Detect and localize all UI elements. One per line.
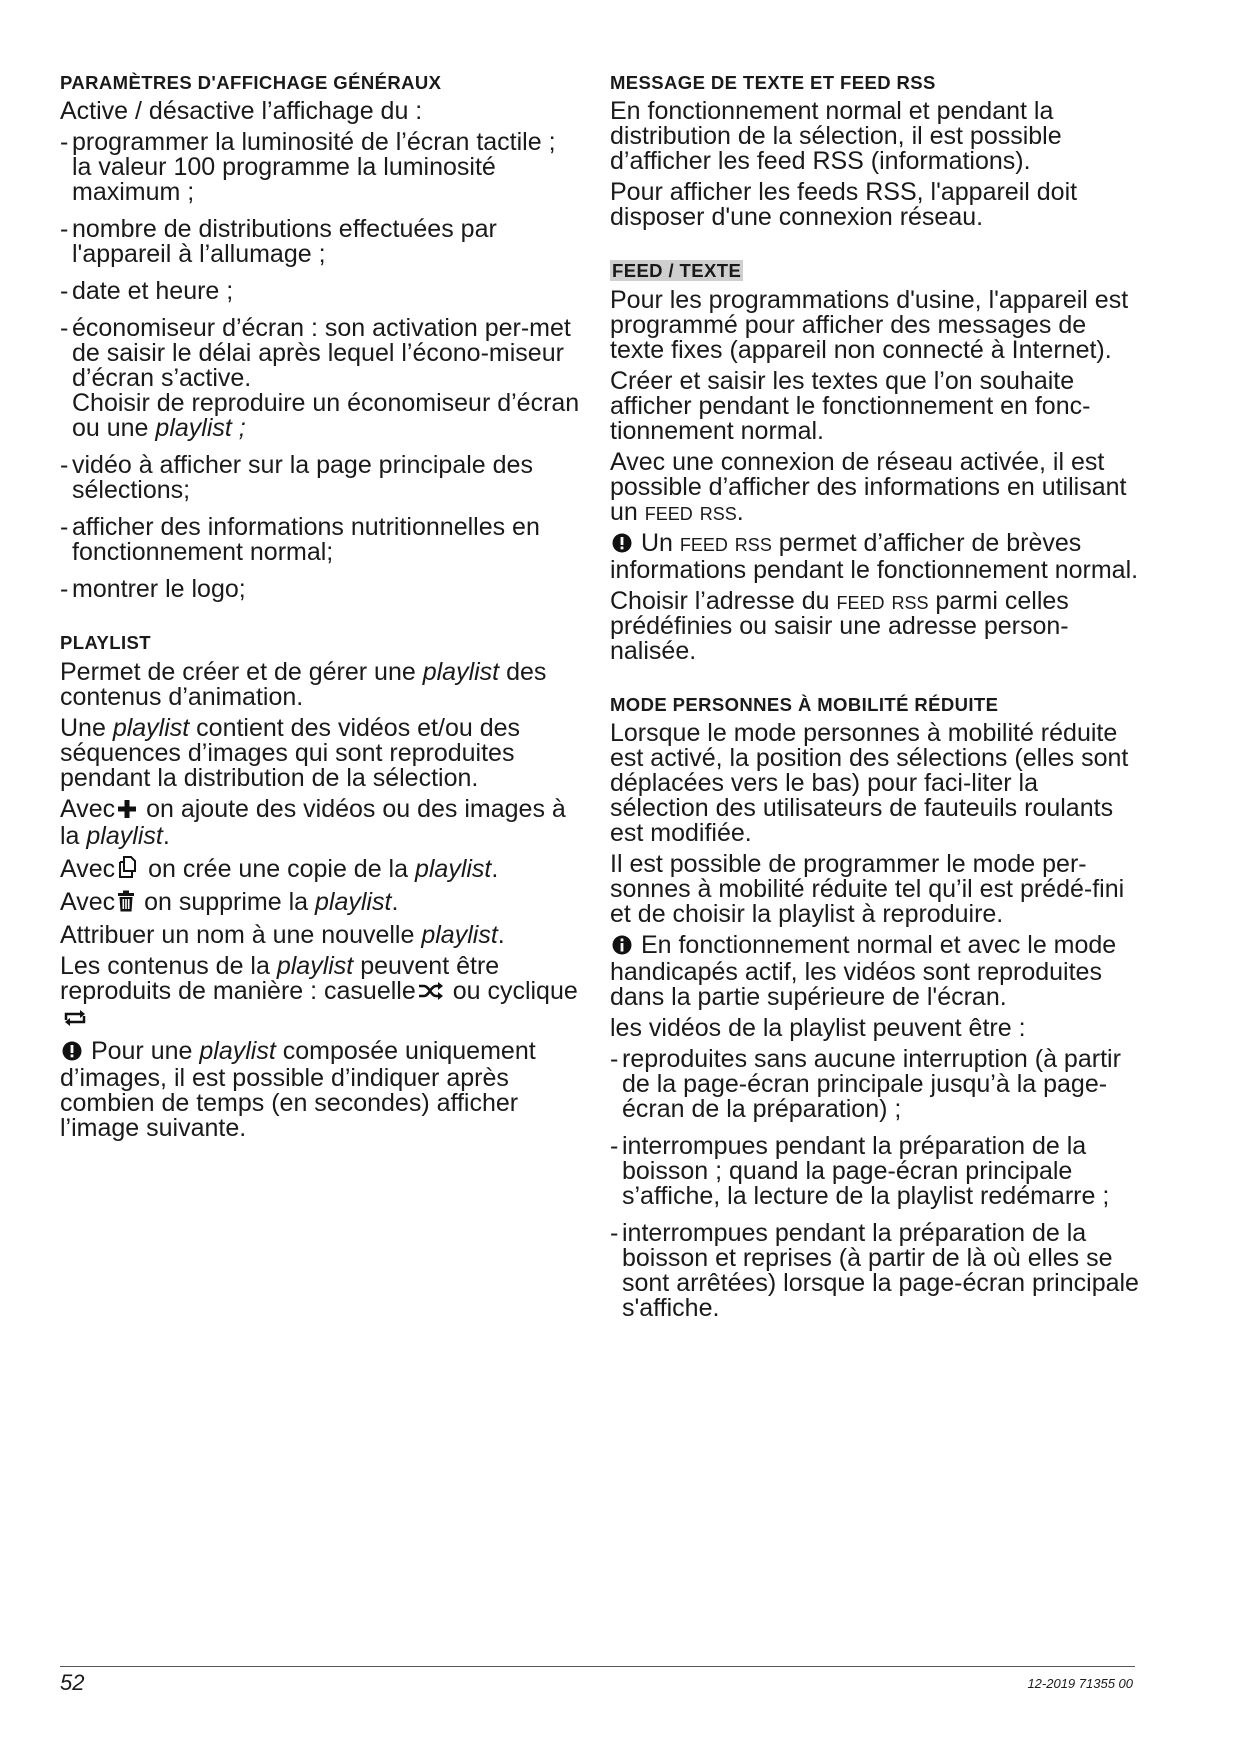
playlist-term: playlist ;	[155, 414, 246, 443]
list-item: - vidéo à afficher sur la page principale des sélections;	[60, 453, 580, 503]
page-number: 52	[60, 1670, 85, 1695]
mobility-options-list	[610, 1044, 1140, 1322]
section-heading-display: PARAMÈTRES D'AFFICHAGE GÉNÉRAUX	[60, 72, 442, 93]
list-item: - montrer le logo;	[60, 577, 580, 602]
feed-p1: Pour les programmations d'usine, l'appareil est programmé pour afficher des messages de texte fixes (appareil non connecté à Internet).	[610, 285, 1129, 364]
warning-icon	[612, 533, 632, 558]
list-item: - date et heure ;	[60, 279, 580, 304]
playlist-copy: Avec on crée une copie de la playlist.	[60, 854, 499, 883]
list-item: - interrompues pendant la préparation de la boisson ; quand la page-écran principale s’affiche, la lecture de la playlist redémarre ;	[610, 1134, 1140, 1209]
mobility-p1: Lorsque le mode personnes à mobilité réduite est activé, la position des sélections (elles sont déplacées vers le bas) pour faci-liter la sélection des utilisateurs de fauteuils roulants est modifiée.	[610, 718, 1129, 847]
repeat-icon	[62, 1008, 88, 1033]
copy-icon	[117, 855, 139, 884]
list-item: - reproduites sans aucune interruption (à partir de la page-écran principale jusqu’à la page-écran de la préparation) ;	[610, 1047, 1140, 1122]
mobility-p4: les vidéos de la playlist peuvent être :	[610, 1013, 1026, 1042]
info-icon	[612, 935, 632, 960]
playlist-p2: Une playlist contient des vidéos et/ou des séquences d’images qui sont reproduites pendant la distribution de la sélection.	[60, 713, 521, 792]
list-item	[60, 316, 580, 441]
section-heading-feed	[610, 260, 1140, 281]
highlighted-heading: FEED / TEXTE	[612, 260, 742, 282]
playlist-reproduction: Les contenus de la playlist peuvent être reproduits de manière : casuelle ou cyclique	[60, 954, 580, 1033]
footer-rule	[60, 1666, 1135, 1667]
feed-p4: Un feed rss permet d’afficher de brèves informations pendant le fonctionnement normal.	[610, 528, 1139, 584]
rss-p1: En fonctionnement normal et pendant la distribution de la sélection, il est possible d’afficher les feed RSS (informations).	[610, 97, 1062, 176]
mobility-p3: En fonctionnement normal et avec le mode handicapés actif, les vidéos sont reproduites dans la partie supérieure de l'écran.	[610, 930, 1117, 1011]
feed-p3: Avec une connexion de réseau activée, il est possible d’afficher des informations en utilisant un feed rss.	[610, 447, 1127, 526]
document-code: 12-2019 71355 00	[1027, 1676, 1133, 1691]
list-item: - interrompues pendant la préparation de la boisson et reprises (à partir de là où elles se sont arrêtées) lorsque la page-écran principale s'affiche.	[610, 1221, 1140, 1321]
playlist-p1: Permet de créer et de gérer une playlist des contenus d’animation.	[60, 657, 547, 711]
section-heading-playlist: PLAYLIST	[60, 632, 151, 654]
mobility-p2: Il est possible de programmer le mode per-sonnes à mobilité réduite tel qu’il est prédé-fini et de choisir la playlist à reproduire.	[610, 849, 1125, 928]
list-item: - programmer la luminosité de l’écran tactile ; la valeur 100 programme la luminosité maximum ;	[60, 130, 580, 205]
display-options-list	[60, 130, 580, 602]
list-item: - nombre de distributions effectuées par l'appareil à l’allumage ;	[60, 217, 580, 267]
display-intro: Active / désactive l’affichage du :	[60, 97, 423, 126]
feed-p2: Créer et saisir les textes que l’on souhaite afficher pendant le fonctionnement en fonc-tionnement normal.	[610, 366, 1091, 445]
section-heading-mobility: MODE PERSONNES À MOBILITÉ RÉDUITE	[610, 693, 999, 715]
left-column	[60, 72, 580, 1147]
trash-icon	[117, 890, 135, 917]
plus-icon	[117, 799, 137, 824]
section-heading-rss: MESSAGE DE TEXTE ET FEED RSS	[610, 72, 936, 93]
playlist-name: Attribuer un nom à une nouvelle playlist.	[60, 920, 505, 949]
screensaver-text: économiseur d’écran : son activation per-met de saisir le délai après lequel l’écono-miseur d’écran s’active.	[72, 314, 571, 393]
list-item: - afficher des informations nutritionnelles en fonctionnement normal;	[60, 515, 580, 565]
warning-icon	[62, 1041, 82, 1066]
rss-p2: Pour afficher les feeds RSS, l'appareil doit disposer d'une connexion réseau.	[610, 178, 1078, 232]
playlist-add: Avec on ajoute des vidéos ou des images à la playlist.	[60, 794, 566, 850]
right-column	[610, 72, 1140, 1333]
playlist-warning: Pour une playlist composée uniquement d’images, il est possible d’indiquer après combien de temps (en secondes) afficher l’image suivante.	[60, 1036, 536, 1142]
shuffle-icon	[418, 981, 444, 1006]
playlist-delete: Avec on supprime la playlist.	[60, 887, 399, 916]
screensaver-choice: Choisir de reproduire un économiseur d’écran ou une	[72, 389, 580, 443]
feed-p5: Choisir l’adresse du feed rss parmi celles prédéfinies ou saisir une adresse person-nalisée.	[610, 586, 1069, 665]
